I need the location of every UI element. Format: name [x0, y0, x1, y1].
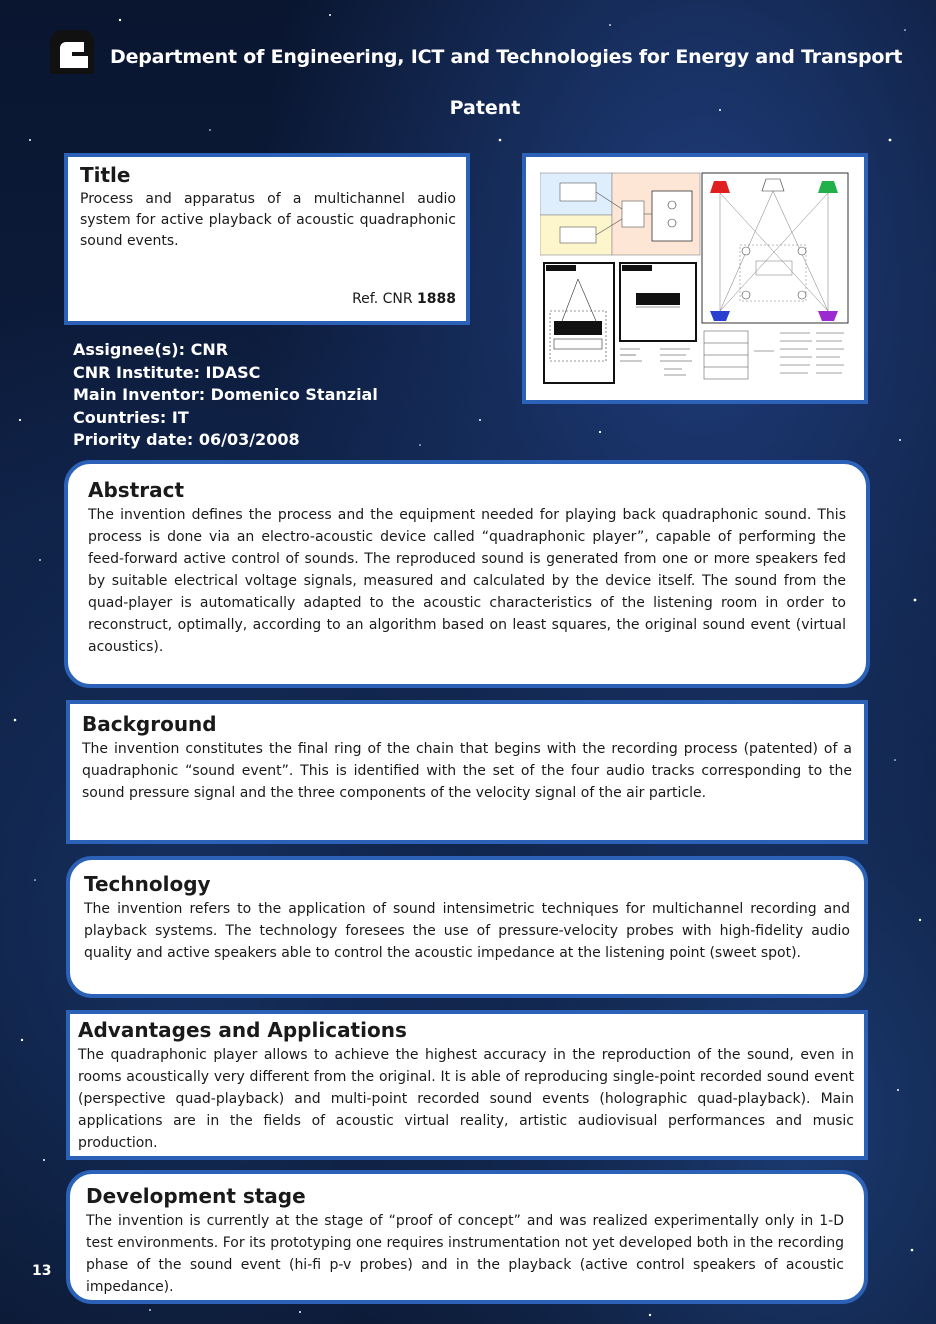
page-number: 13 — [32, 1263, 52, 1279]
technology-text: The invention refers to the application of sound intensimetric techniques for multichannel recording and playback systems. The technology foresees the use of pressure-velocity probes with high-fidelity audio quality and active speakers able to control the acoustic impedance at the listening point (sweet spot). — [84, 901, 850, 961]
section-title: Patent — [449, 97, 521, 119]
countries: Countries: IT — [73, 407, 189, 427]
reference-prefix: Ref. CNR — [352, 291, 413, 307]
title-text: Process and apparatus of a multichannel audio system for active playback of acoustic quadraphonic sound events. — [80, 191, 456, 249]
patent-figure-card — [522, 153, 868, 404]
reference — [352, 291, 456, 307]
advantages-section — [66, 1010, 868, 1160]
abstract-text: The invention defines the process and the equipment needed for playing back quadraphonic sound. This process is done via an electro-acoustic device called “quadraphonic player”, capable of performing the feed-forward active control of sounds. The reproduced sound is generated from one or more speakers fed by suitable electrical voltage signals, measured and calculated by the device itself. The sound from the quad-player is automatically adapted to the acoustic characteristics of the listening room in order to reconstruct, optimally, according to an algorithm based on least squares, the original sound event (virtual acoustics). — [88, 507, 846, 655]
technology-section — [66, 856, 868, 998]
patent-diagram — [540, 171, 850, 386]
reference-number: 1888 — [417, 291, 456, 307]
main-inventor: Main Inventor: Domenico Stanzial — [73, 385, 378, 405]
background-text: The invention constitutes the final ring of the chain that begins with the recording process (patented) of a quadraphonic “sound event”. This is identified with the set of the four audio tracks corresponding to the sound pressure signal and the three components of the velocity signal of the air particle. — [82, 741, 852, 801]
department-title: Department of Engineering, ICT and Technologies for Energy and Transport — [110, 46, 903, 68]
abstract-section — [64, 460, 870, 688]
advantages-text: The quadraphonic player allows to achieve the highest accuracy in the reproduction of the sound, even in rooms acoustically very different from the original. It is able of reproducing single-point recorded sound event (perspective quad-playback) and multi-point recorded sound events (holographic quad-playback). Main applications are in the fields of acoustic virtual reality, artistic audiovisual performances and music production. — [78, 1047, 854, 1151]
abstract-heading: Abstract — [88, 478, 185, 502]
title-heading: Title — [80, 163, 131, 187]
priority-date: Priority date: 06/03/2008 — [73, 430, 300, 450]
patent-info — [73, 339, 378, 452]
development-text: The invention is currently at the stage of “proof of concept” and was realized experimentally only in 1-D test environments. For its prototyping one requires instrumentation not yet developed both in the recording phase of the sound event (hi-fi p-v probes) and in the playback (active control speakers of acoustic impedance). — [86, 1213, 844, 1295]
assignee: Assignee(s): CNR — [73, 340, 229, 359]
background-heading: Background — [82, 712, 217, 736]
development-section — [66, 1170, 868, 1304]
development-heading: Development stage — [86, 1184, 306, 1208]
title-card — [64, 153, 470, 325]
advantages-heading: Advantages and Applications — [78, 1018, 407, 1042]
background-section — [66, 700, 868, 844]
institute: CNR Institute: IDASC — [73, 362, 261, 382]
cnr-logo — [46, 28, 98, 78]
technology-heading: Technology — [84, 872, 211, 896]
